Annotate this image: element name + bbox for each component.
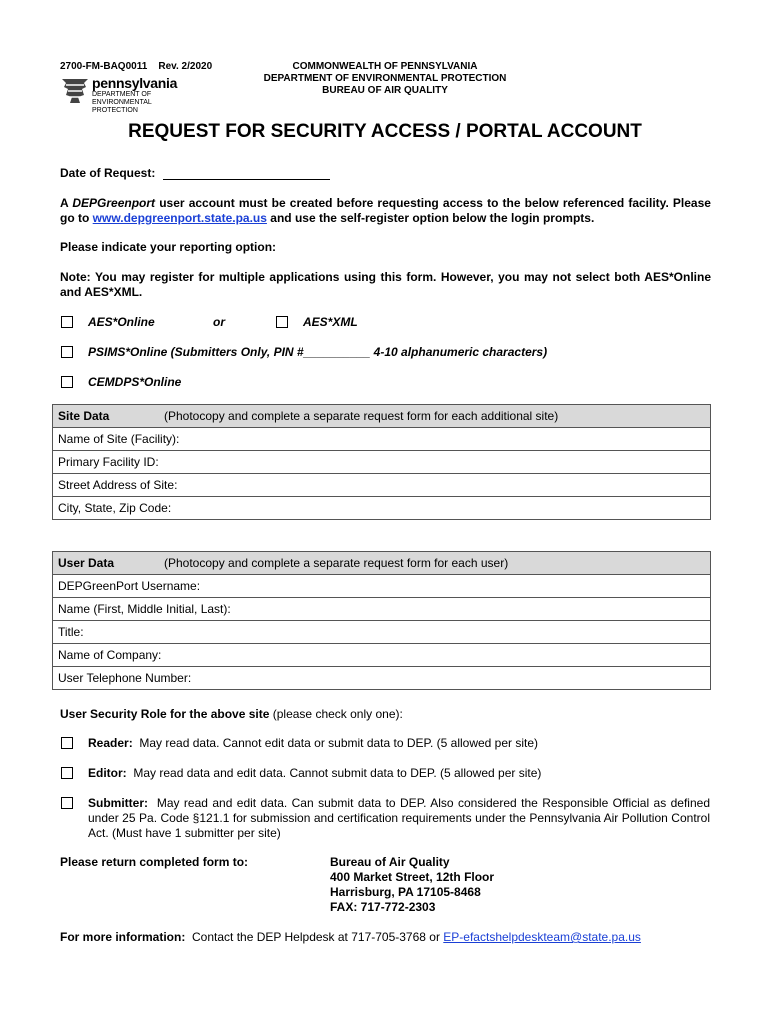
reporting-option-label: Please indicate your reporting option: bbox=[60, 240, 277, 254]
aes-xml-checkbox[interactable] bbox=[276, 316, 288, 328]
table-row[interactable]: Street Address of Site: bbox=[53, 474, 711, 497]
table-row[interactable]: Name of Site (Facility): bbox=[53, 428, 711, 451]
date-of-request-label: Date of Request: bbox=[60, 166, 156, 180]
date-of-request-field[interactable] bbox=[163, 179, 330, 180]
submitter-role: Submitter: May read and edit data. Can submit data to DEP. Also considered the Responsible Official as defined under 25 Pa. Code §121.1 for submission and certification requirements under the Pennsylvania Air Pollution Control Act. (Must have 1 submitter per site) bbox=[88, 796, 710, 840]
editor-checkbox[interactable] bbox=[61, 767, 73, 779]
submitter-checkbox[interactable] bbox=[61, 797, 73, 809]
table-row[interactable]: User Telephone Number: bbox=[53, 667, 711, 690]
aes-online-checkbox[interactable] bbox=[61, 316, 73, 328]
reader-checkbox[interactable] bbox=[61, 737, 73, 749]
table-row[interactable]: Name of Company: bbox=[53, 644, 711, 667]
pa-dep-logo bbox=[60, 75, 200, 114]
user-data-header: User Data (Photocopy and complete a separate request form for each user) bbox=[53, 552, 711, 575]
return-address: Bureau of Air Quality 400 Market Street, 12th Floor Harrisburg, PA 17105-8468 FAX: 717-772-2303 bbox=[330, 855, 495, 914]
helpdesk-email-link[interactable]: EP-efactshelpdeskteam@state.pa.us bbox=[443, 930, 641, 944]
cemdps-online-label: CEMDPS*Online bbox=[88, 375, 182, 389]
table-row[interactable]: Title: bbox=[53, 621, 711, 644]
psims-online-label: PSIMS*Online (Submitters Only, PIN #__________ 4-10 alphanumeric characters) bbox=[88, 345, 548, 359]
note-paragraph: Note: You may register for multiple applications using this form. However, you may not select both AES*Online and AES*XML. bbox=[60, 270, 711, 299]
table-row[interactable]: DEPGreenPort Username: bbox=[53, 575, 711, 598]
agency-header: COMMONWEALTH OF PENNSYLVANIA DEPARTMENT OF ENVIRONMENTAL PROTECTION BUREAU OF AIR QUALITY bbox=[263, 61, 507, 96]
aes-online-label: AES*Online bbox=[88, 315, 155, 329]
depgreenport-link[interactable]: www.depgreenport.state.pa.us bbox=[92, 211, 267, 225]
keystone-icon bbox=[60, 75, 90, 105]
editor-role: Editor: May read data and edit data. Cannot submit data to DEP. (5 allowed per site) bbox=[88, 766, 542, 780]
form-number: 2700-FM-BAQ0011 Rev. 2/2020 bbox=[60, 61, 213, 72]
psims-online-checkbox[interactable] bbox=[61, 346, 73, 358]
intro-paragraph: A DEPGreenport user account must be created before requesting access to the below referenced facility. Please go to www.depgreenport.state.pa.us and use the self-register option below the login prompts. bbox=[60, 196, 711, 225]
or-label: or bbox=[213, 315, 225, 329]
aes-xml-label: AES*XML bbox=[303, 315, 358, 329]
logo-wordmark: pennsylvania bbox=[92, 75, 178, 91]
cemdps-online-checkbox[interactable] bbox=[61, 376, 73, 388]
table-row[interactable]: Name (First, Middle Initial, Last): bbox=[53, 598, 711, 621]
page-title: REQUEST FOR SECURITY ACCESS / PORTAL ACCOUNT bbox=[128, 121, 642, 142]
more-info: For more information: Contact the DEP Helpdesk at 717-705-3768 or EP-efactshelpdeskteam@state.pa.us bbox=[60, 930, 641, 944]
table-row[interactable]: City, State, Zip Code: bbox=[53, 497, 711, 520]
security-role-label: User Security Role for the above site (please check only one): bbox=[60, 707, 403, 721]
user-data-table bbox=[52, 551, 711, 690]
site-data-table bbox=[52, 404, 711, 520]
return-label: Please return completed form to: bbox=[60, 855, 249, 869]
site-data-header: Site Data (Photocopy and complete a separate request form for each additional site) bbox=[53, 405, 711, 428]
table-row[interactable]: Primary Facility ID: bbox=[53, 451, 711, 474]
reader-role: Reader: May read data. Cannot edit data or submit data to DEP. (5 allowed per site) bbox=[88, 736, 539, 750]
logo-dept: DEPARTMENT OF ENVIRONMENTAL PROTECTION bbox=[92, 91, 152, 114]
